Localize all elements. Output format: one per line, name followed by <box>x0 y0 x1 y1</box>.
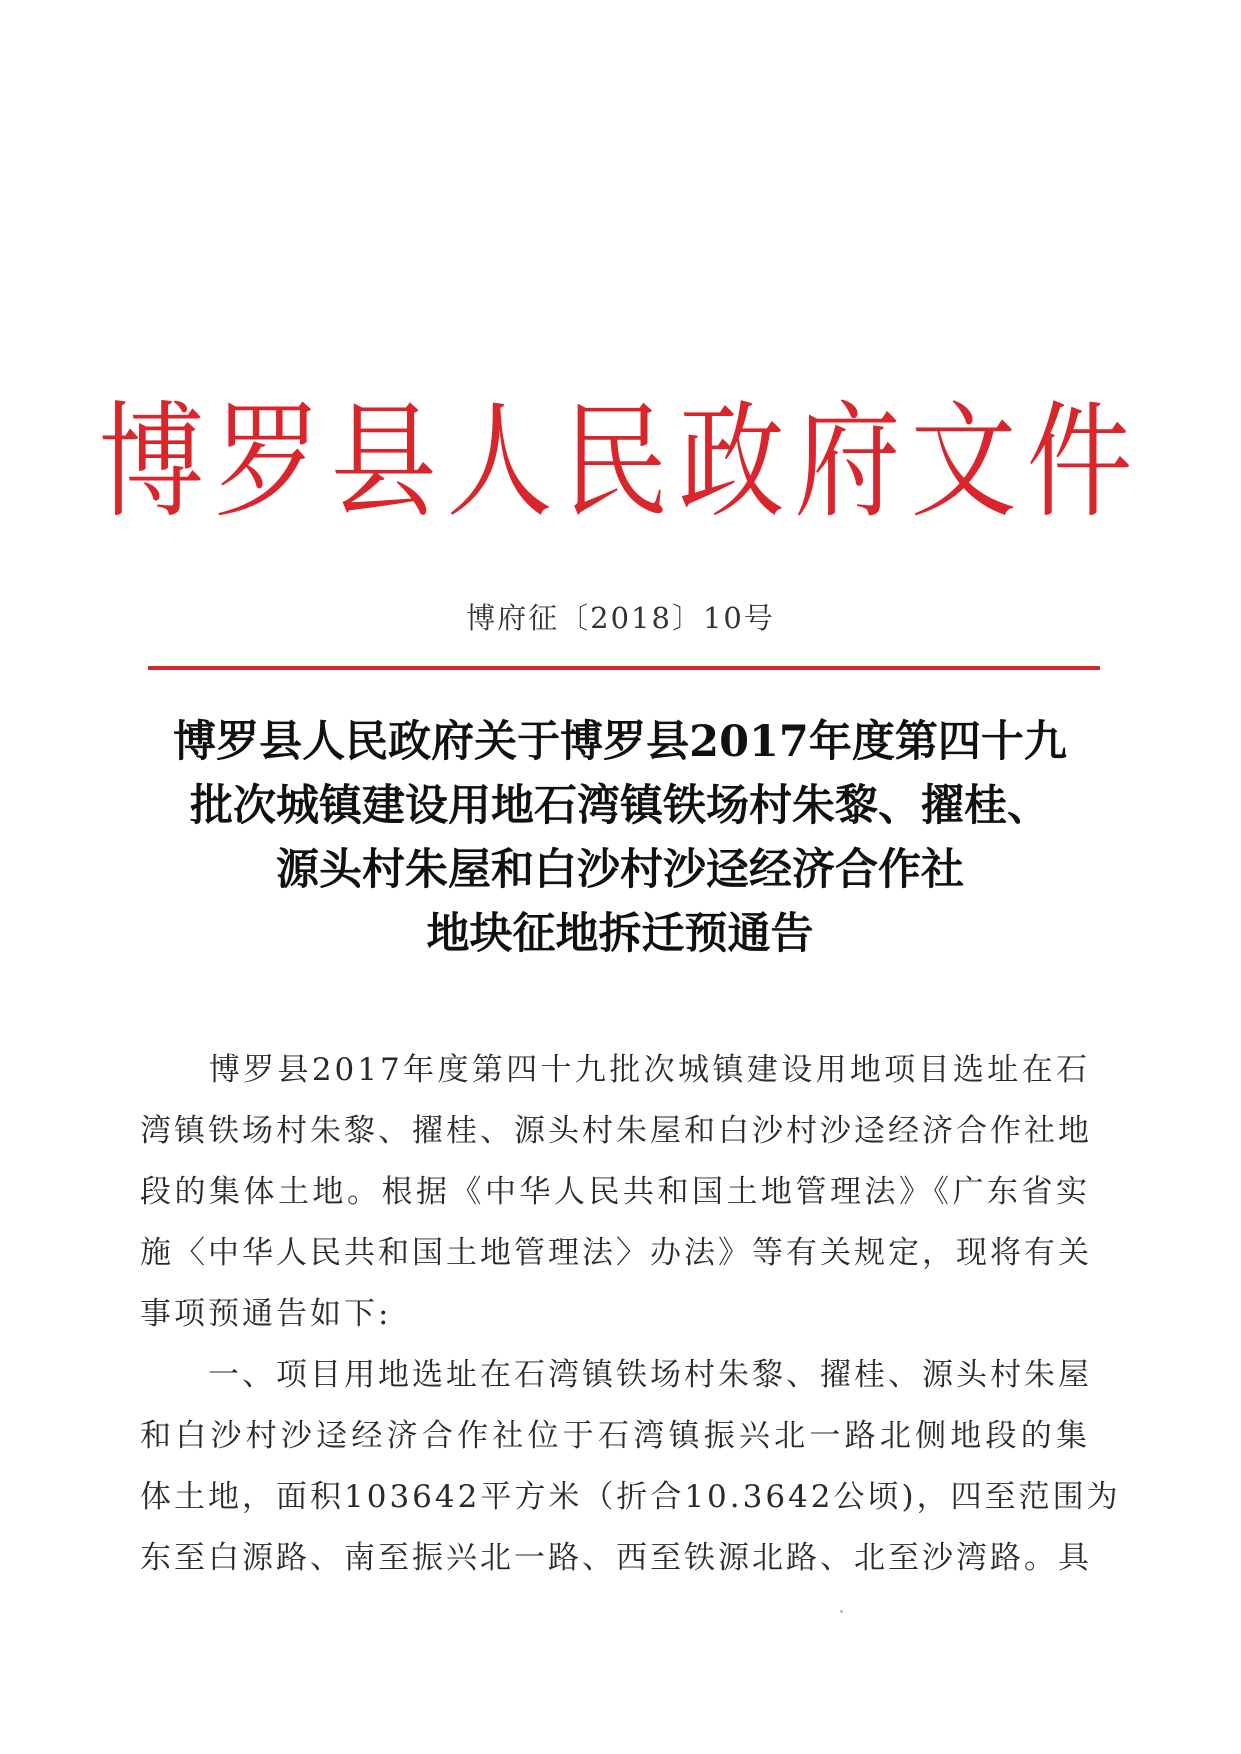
body-line: 施〈中华人民共和国土地管理法〉办法》等有关规定，现将有关 <box>140 1235 1092 1271</box>
title-line: 地块征地拆迁预通告 <box>426 909 814 959</box>
body-line: 湾镇铁场村朱黎、擢桂、源头村朱屋和白沙村沙迳经济合作社地 <box>140 1113 1092 1149</box>
document-number: 博府征〔2018〕10号 <box>466 601 775 635</box>
title-line: 博罗县人民政府关于博罗县2017年度第四十九 <box>173 717 1067 767</box>
body-line: 一、项目用地选址在石湾镇铁场村朱黎、擢桂、源头村朱屋 <box>140 1357 1092 1393</box>
title-line: 源头村朱屋和白沙村沙迳经济合作社 <box>276 845 964 895</box>
body-line: 段的集体土地。根据《中华人民共和国土地管理法》《广东省实 <box>140 1174 1090 1210</box>
document-masthead: 博罗县人民政府文件 <box>98 389 1143 535</box>
body-line: 博罗县2017年度第四十九批次城镇建设用地项目选址在石 <box>140 1052 1090 1088</box>
body-line: 事项预通告如下: <box>140 1296 392 1332</box>
body-line: 体土地，面积103642平方米（折合10.3642公顷)，四至范围为 <box>140 1479 1121 1515</box>
document-title <box>130 710 1110 966</box>
title-line: 批次城镇建设用地石湾镇铁场村朱黎、擢桂、 <box>190 781 1050 831</box>
document-body <box>140 1040 1121 1589</box>
body-line: 和白沙村沙迳经济合作社位于石湾镇振兴北一路北侧地段的集 <box>140 1418 1090 1454</box>
red-divider-line <box>148 666 1100 670</box>
body-line: 东至白源路、南至振兴北一路、西至铁源北路、北至沙湾路。具 <box>140 1540 1092 1576</box>
scan-speck <box>840 1610 843 1613</box>
